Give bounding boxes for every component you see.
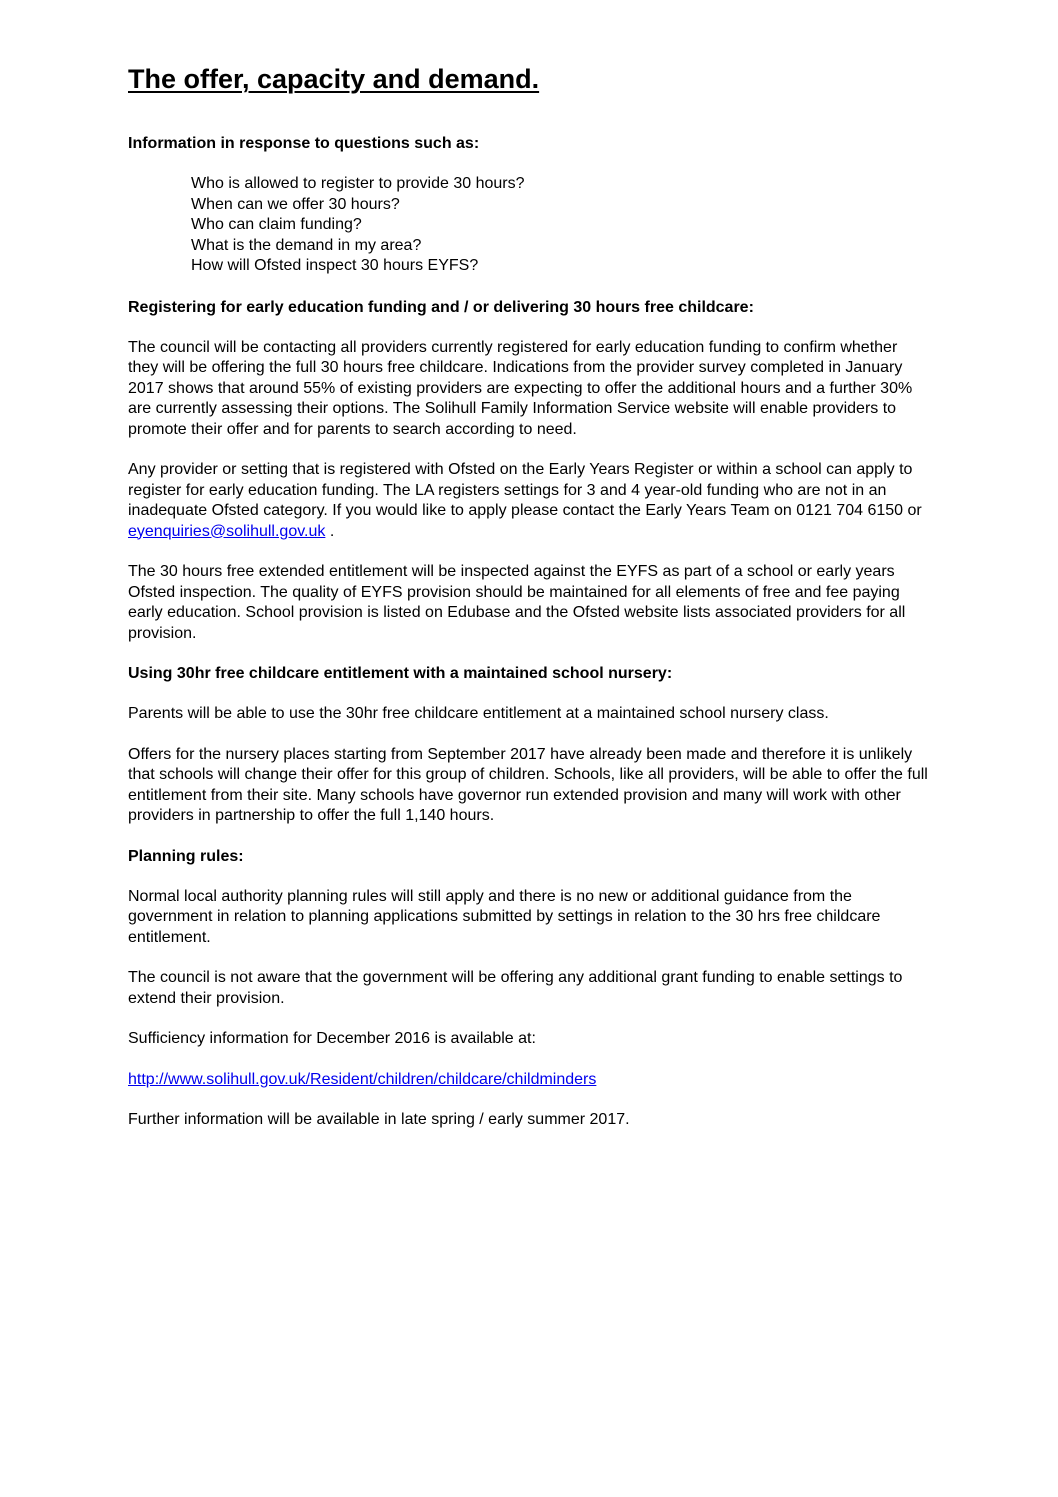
paragraph: Normal local authority planning rules will still apply and there is no new or additional guidance from the government in relation to planning applications submitted by settings in relation to the 30 hrs free childcare entitlement. — [128, 887, 881, 946]
paragraph: Offers for the nursery places starting from September 2017 have already been made and therefore it is unlikely that schools will change their offer for this group of children. Schools, like all providers, will be able to offer the full entitlement from their site. Many schools have governor run extended provision and many will work with other providers in partnership to offer the full 1,140 hours. — [128, 745, 928, 824]
paragraph: The council is not aware that the government will be offering any additional grant funding to enable settings to extend their provision. — [128, 969, 903, 1007]
page-title: The offer, capacity and demand. — [128, 64, 540, 94]
paragraph-text: Any provider or setting that is registered with Ofsted on the Early Years Register or within a school can apply to register for early education funding. The LA registers settings for 3 and 4 year-old funding who are not in an inadequate Ofsted category. If you would like to apply please contact the Early Years Team on 0121 704 6150 or — [128, 461, 922, 519]
section-heading-planning-rules: Planning rules: — [128, 847, 244, 865]
section-heading-registering: Registering for early education funding and / or delivering 30 hours free childcare: — [128, 298, 754, 316]
paragraph: The 30 hours free extended entitlement will be inspected against the EYFS as part of a school or early years Ofsted inspection. The quality of EYFS provision should be maintained for all elements of free and fee paying early education. School provision is listed on Edubase and the Ofsted website lists associated providers for all provision. — [128, 563, 906, 642]
intro-heading: Information in response to questions such as: — [128, 135, 480, 152]
email-link[interactable]: eyenquiries@solihull.gov.uk — [128, 522, 326, 540]
question-item: When can we offer 30 hours? — [191, 195, 400, 213]
paragraph: The council will be contacting all providers currently registered for early education funding to confirm whether they will be offering the full 30 hours free childcare. Indications from the provider survey completed in January 2017 shows that around 55% of existing providers are expecting to offer the additional hours and a further 30% are currently assessing their options. The Solihull Family Information Service website will enable providers to promote their offer and for parents to search according to need. — [128, 338, 913, 438]
paragraph-contact — [128, 460, 928, 542]
question-item: What is the demand in my area? — [191, 236, 422, 254]
sufficiency-info-link[interactable]: http://www.solihull.gov.uk/Resident/children/childcare/childminders — [128, 1070, 597, 1088]
question-item: Who can claim funding? — [191, 216, 362, 233]
paragraph: Further information will be available in late spring / early summer 2017. — [128, 1111, 630, 1128]
paragraph: Sufficiency information for December 2016 is available at: — [128, 1030, 536, 1047]
section-heading-maintained-nursery: Using 30hr free childcare entitlement with a maintained school nursery: — [128, 665, 673, 682]
question-item: Who is allowed to register to provide 30 hours? — [191, 175, 525, 192]
paragraph-text: . — [325, 522, 335, 540]
paragraph: Parents will be able to use the 30hr free childcare entitlement at a maintained school nursery class. — [128, 705, 829, 722]
document-page — [128, 62, 928, 1131]
link-paragraph — [128, 1070, 928, 1091]
question-item: How will Ofsted inspect 30 hours EYFS? — [191, 257, 479, 274]
question-list — [128, 174, 928, 277]
